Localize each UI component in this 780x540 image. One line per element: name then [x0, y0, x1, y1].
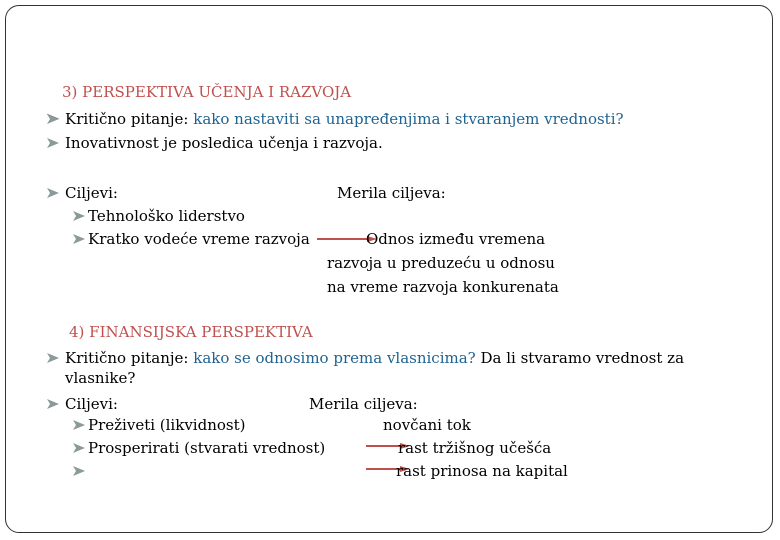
critical-prefix: Kritično pitanje: [65, 110, 194, 128]
bullet-icon [72, 233, 86, 245]
section3-measure-line-1: Odnos između vremena [366, 230, 546, 248]
section3-goal-1: Tehnološko liderstvo [88, 207, 245, 225]
section3-measure-line-2: razvoja u preduzeću u odnosu [327, 254, 555, 272]
bullet-icon [72, 210, 86, 222]
section4-goal-1: Preživeti (likvidnost) [88, 416, 246, 434]
section4-goal-2: Prosperirati (stvarati vrednost) [88, 439, 326, 457]
section3-critical-question [65, 110, 624, 128]
bullet-icon [46, 187, 60, 199]
bullet-icon [46, 113, 60, 125]
section4-critical-line2: vlasnike? [65, 369, 136, 387]
section3-goals-label: Ciljevi: [65, 184, 118, 202]
bullet-icon [72, 465, 86, 477]
critical-prefix: Kritično pitanje: [65, 349, 194, 367]
section3-measure-line-3: na vreme razvoja konkurenata [327, 278, 559, 296]
section4-heading: 4) FINANSIJSKA PERSPEKTIVA [69, 323, 313, 341]
section3-innovation: Inovativnost je posledica učenja i razvoja. [65, 134, 383, 152]
critical-question-text: kako se odnosimo prema vlasnicima? [193, 349, 476, 367]
critical-question-text: kako nastaviti sa unapređenjima i stvaranjem vrednosti? [193, 110, 624, 128]
section4-measure-2: rast tržišnog učešća [398, 439, 552, 457]
section4-goals-label: Ciljevi: [65, 395, 118, 413]
section3-heading: 3) PERSPEKTIVA UČENJA I RAZVOJA [62, 83, 352, 101]
bullet-icon [72, 419, 86, 431]
bullet-icon [46, 352, 60, 364]
bullet-icon [46, 137, 60, 149]
section3-goal-2: Kratko vodeće vreme razvoja [88, 230, 310, 248]
section4-measure-3: rast prinosa na kapital [396, 462, 568, 480]
section3-measures-label: Merila ciljeva: [337, 184, 446, 202]
section4-measures-label: Merila ciljeva: [309, 395, 418, 413]
section4-critical-question [65, 349, 684, 367]
critical-suffix: Da li stvaramo vrednost za [475, 349, 685, 367]
bullet-icon [46, 398, 60, 410]
bullet-icon [72, 442, 86, 454]
section4-measure-1: novčani tok [383, 416, 471, 434]
